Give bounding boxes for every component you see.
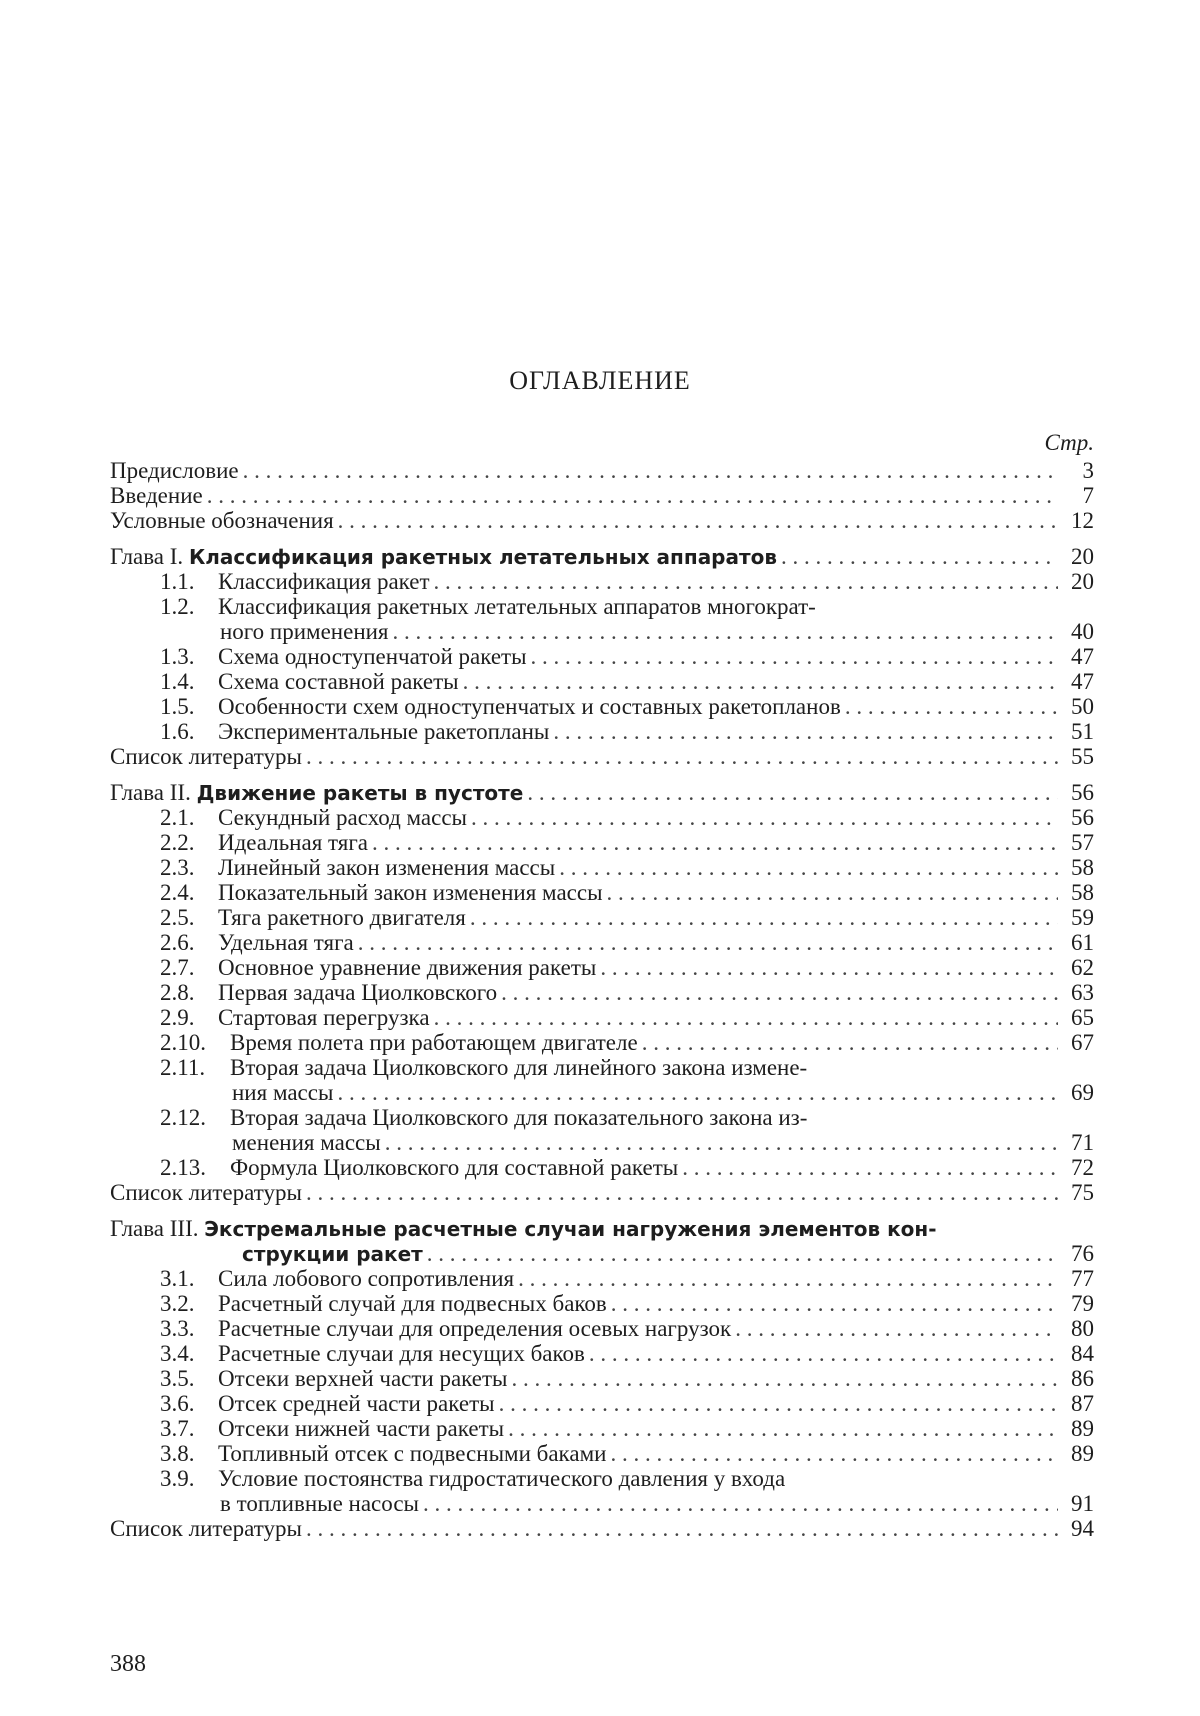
dot-leader <box>471 805 1058 830</box>
section-number: 2.7. <box>160 955 195 980</box>
dot-leader <box>338 508 1058 533</box>
dot-leader <box>499 1391 1058 1416</box>
section-number: 3.2. <box>160 1291 195 1316</box>
toc-section-entry[interactable] <box>110 1291 1094 1316</box>
section-number: 2.5. <box>160 905 195 930</box>
toc-entry-line <box>110 905 1094 930</box>
section-title: Формула Циолковского для составной ракеты <box>230 1155 679 1180</box>
toc-page-number: 56 <box>1071 805 1094 830</box>
toc-entry-line <box>110 955 1094 980</box>
dot-leader <box>610 1441 1058 1466</box>
toc-entry-label <box>110 1216 941 1242</box>
section-title: Вторая задача Циолковского для линейного закона измене- <box>230 1055 808 1080</box>
toc-entry-label <box>110 508 338 533</box>
section-number: 1.3. <box>160 644 195 669</box>
dot-leader <box>393 619 1058 644</box>
toc-entry-label <box>160 1030 642 1055</box>
toc-entry-label <box>160 830 372 855</box>
entry-title: Введение <box>110 483 203 508</box>
toc-entry-label <box>160 1341 589 1366</box>
section-title: Сила лобового сопротивления <box>218 1266 515 1291</box>
toc-section-entry[interactable] <box>110 1316 1094 1341</box>
dot-leader <box>434 1005 1058 1030</box>
section-title: Классификация ракет <box>218 569 430 594</box>
toc-entry-line <box>110 1291 1094 1316</box>
section-number: 1.4. <box>160 669 195 694</box>
toc-entry-continuation <box>110 1130 1094 1155</box>
section-number: 2.2. <box>160 830 195 855</box>
toc-entry-label <box>160 1266 518 1291</box>
section-number: 2.10. <box>160 1030 206 1055</box>
section-number: 1.6. <box>160 719 195 744</box>
section-title: Отсеки верхней части ракеты <box>218 1366 508 1391</box>
dot-leader <box>781 544 1058 569</box>
toc-entry-label <box>160 569 434 594</box>
toc-entry[interactable] <box>110 458 1094 483</box>
toc-page-number: 59 <box>1071 905 1094 930</box>
toc-entry-label <box>160 669 463 694</box>
toc-entry-line <box>110 644 1094 669</box>
table-of-contents <box>110 458 1094 1541</box>
section-number: 3.7. <box>160 1416 195 1441</box>
toc-page-number: 58 <box>1071 880 1094 905</box>
entry-title: Список литературы <box>110 1180 302 1205</box>
toc-section-entry[interactable] <box>110 1266 1094 1291</box>
toc-page-number: 80 <box>1071 1316 1094 1341</box>
section-number: 3.9. <box>160 1466 195 1491</box>
section-title: Топливный отсек с подвесными баками <box>218 1441 607 1466</box>
toc-entry[interactable] <box>110 1180 1094 1205</box>
toc-entry-label <box>160 1466 789 1491</box>
page-number: 388 <box>110 1651 146 1677</box>
toc-entry-line <box>110 508 1094 533</box>
toc-page-number: 61 <box>1071 930 1094 955</box>
section-title: Расчетные случаи для несущих баков <box>218 1341 585 1366</box>
chapter-prefix: Глава I. <box>110 544 184 569</box>
dot-leader <box>531 644 1058 669</box>
toc-page-number: 20 <box>1071 544 1094 569</box>
toc-entry-label <box>110 483 207 508</box>
dot-leader <box>682 1155 1058 1180</box>
dot-leader <box>642 1030 1058 1055</box>
toc-entry-label <box>160 1291 611 1316</box>
toc-entry-line <box>110 569 1094 594</box>
section-number: 1.2. <box>160 594 195 619</box>
section-title: Условие постоянства гидростатического давления у входа <box>218 1466 786 1491</box>
toc-entry-label <box>160 694 845 719</box>
section-title-cont: ного применения <box>220 619 389 644</box>
toc-entry-label <box>160 719 553 744</box>
section-title: Показательный закон изменения массы <box>218 880 603 905</box>
toc-entry-line <box>110 980 1094 1005</box>
toc-section-entry[interactable] <box>110 905 1094 930</box>
toc-entry-label <box>110 1180 306 1205</box>
entry-title: Предисловие <box>110 458 239 483</box>
dot-leader <box>845 694 1058 719</box>
toc-page-number: 20 <box>1071 569 1094 594</box>
entry-title: Условные обозначения <box>110 508 334 533</box>
page-column-header: Стр. <box>1044 430 1094 455</box>
toc-section-entry[interactable] <box>110 1030 1094 1055</box>
toc-page-number: 69 <box>1071 1080 1094 1105</box>
toc-entry-line <box>110 694 1094 719</box>
toc-entry-line <box>110 805 1094 830</box>
toc-page-number: 7 <box>1082 483 1094 508</box>
section-number: 3.3. <box>160 1316 195 1341</box>
toc-entry-label <box>160 1366 512 1391</box>
dot-leader <box>611 1291 1058 1316</box>
section-gap <box>110 1205 1094 1216</box>
toc-page-number: 77 <box>1071 1266 1094 1291</box>
section-number: 2.6. <box>160 930 195 955</box>
toc-entry-label <box>160 880 607 905</box>
toc-entry-label <box>160 594 820 619</box>
toc-page-number: 51 <box>1071 719 1094 744</box>
toc-entry[interactable] <box>110 483 1094 508</box>
section-title: Идеальная тяга <box>218 830 368 855</box>
toc-entry-label <box>160 855 559 880</box>
chapter-prefix: Глава III. <box>110 1216 199 1241</box>
toc-page-number: 3 <box>1082 458 1094 483</box>
toc-section-entry[interactable] <box>110 980 1094 1005</box>
page-title: ОГЛАВЛЕНИЕ <box>509 366 691 395</box>
toc-section-entry[interactable] <box>110 955 1094 980</box>
section-title: Расчетный случай для подвесных баков <box>218 1291 607 1316</box>
dot-leader <box>508 1416 1058 1441</box>
section-number: 2.8. <box>160 980 195 1005</box>
toc-entry-line <box>110 1341 1094 1366</box>
toc-page-number: 72 <box>1071 1155 1094 1180</box>
section-gap <box>110 769 1094 780</box>
toc-entry-continuation <box>110 1080 1094 1105</box>
toc-page-number: 91 <box>1071 1491 1094 1516</box>
toc-entry-line <box>110 719 1094 744</box>
toc-section-entry[interactable] <box>110 855 1094 880</box>
toc-entry-label <box>160 905 470 930</box>
section-title: Отсек средней части ракеты <box>218 1391 495 1416</box>
toc-page-number: 12 <box>1071 508 1094 533</box>
toc-page-number: 50 <box>1071 694 1094 719</box>
dot-leader <box>553 719 1058 744</box>
toc-section-entry[interactable] <box>110 1391 1094 1416</box>
toc-entry-line <box>110 855 1094 880</box>
toc-page-number: 47 <box>1071 669 1094 694</box>
toc-entry-line <box>110 1155 1094 1180</box>
toc-entry-line <box>110 544 1094 569</box>
chapter-title: Движение ракеты в пустоте <box>196 781 524 805</box>
toc-page-number: 56 <box>1071 780 1094 805</box>
dot-leader <box>559 855 1058 880</box>
toc-section-entry[interactable] <box>110 669 1094 694</box>
toc-entry-label <box>160 1416 508 1441</box>
toc-entry-line <box>110 483 1094 508</box>
section-title: Тяга ракетного двигателя <box>218 905 466 930</box>
section-number: 1.5. <box>160 694 195 719</box>
toc-section-entry[interactable] <box>110 694 1094 719</box>
dot-leader <box>600 955 1058 980</box>
toc-entry-line <box>110 1180 1094 1205</box>
toc-entry-line <box>110 880 1094 905</box>
toc-entry-line <box>110 1441 1094 1466</box>
toc-page-number: 71 <box>1071 1130 1094 1155</box>
dot-leader <box>470 905 1058 930</box>
toc-page-number: 40 <box>1071 619 1094 644</box>
toc-entry-continuation <box>110 619 1094 644</box>
toc-page-number: 86 <box>1071 1366 1094 1391</box>
section-number: 3.5. <box>160 1366 195 1391</box>
toc-entry-label <box>160 1316 735 1341</box>
toc-page-number: 55 <box>1071 744 1094 769</box>
toc-page-number: 47 <box>1071 644 1094 669</box>
toc-entry-label <box>110 744 306 769</box>
chapter-title-cont: струкции ракет <box>242 1242 423 1266</box>
toc-page-number: 89 <box>1071 1441 1094 1466</box>
toc-entry-label <box>110 458 243 483</box>
toc-section-entry[interactable] <box>110 930 1094 955</box>
toc-entry-line <box>110 1516 1094 1541</box>
dot-leader <box>463 669 1058 694</box>
section-title: Первая задача Циолковского <box>218 980 498 1005</box>
toc-entry-label <box>160 980 501 1005</box>
toc-entry-line <box>110 744 1094 769</box>
dot-leader <box>306 1516 1058 1541</box>
toc-page-number: 84 <box>1071 1341 1094 1366</box>
toc-chapter-entry[interactable] <box>110 1216 1094 1266</box>
section-title: Время полета при работающем двигателе <box>230 1030 638 1055</box>
section-number: 2.11. <box>160 1055 206 1080</box>
dot-leader <box>385 1130 1058 1155</box>
toc-entry-label <box>160 805 471 830</box>
section-number: 2.9. <box>160 1005 195 1030</box>
dot-leader <box>423 1491 1058 1516</box>
toc-entry-label <box>160 1055 811 1080</box>
toc-entry-line <box>110 1105 1094 1130</box>
toc-entry-line <box>110 1030 1094 1055</box>
dot-leader <box>306 1180 1058 1205</box>
section-title: Экспериментальные ракетопланы <box>218 719 550 744</box>
section-number: 2.3. <box>160 855 195 880</box>
toc-page-number: 75 <box>1071 1180 1094 1205</box>
toc-page-number: 57 <box>1071 830 1094 855</box>
section-number: 2.12. <box>160 1105 206 1130</box>
toc-entry[interactable] <box>110 1516 1094 1541</box>
toc-entry-line <box>110 458 1094 483</box>
toc-entry-line <box>110 930 1094 955</box>
section-title: Особенности схем одноступенчатых и составных ракетопланов <box>218 694 841 719</box>
chapter-title: Классификация ракетных летательных аппаратов <box>188 545 777 569</box>
toc-page-number: 65 <box>1071 1005 1094 1030</box>
toc-section-entry[interactable] <box>110 719 1094 744</box>
toc-entry-line <box>110 1055 1094 1080</box>
toc-section-entry[interactable] <box>110 644 1094 669</box>
dot-leader <box>589 1341 1058 1366</box>
toc-entry-line <box>110 1391 1094 1416</box>
toc-page-number: 62 <box>1071 955 1094 980</box>
toc-entry-label <box>160 1105 811 1130</box>
toc-section-entry[interactable] <box>110 1105 1094 1155</box>
section-number: 3.4. <box>160 1341 195 1366</box>
dot-leader <box>512 1366 1059 1391</box>
toc-entry-label <box>160 1441 610 1466</box>
toc-section-entry[interactable] <box>110 1466 1094 1516</box>
section-number: 2.1. <box>160 805 195 830</box>
toc-section-entry[interactable] <box>110 830 1094 855</box>
section-title: Вторая задача Циолковского для показательного закона из- <box>230 1105 808 1130</box>
section-title-cont: менения массы <box>232 1130 381 1155</box>
toc-section-entry[interactable] <box>110 1005 1094 1030</box>
toc-section-entry[interactable] <box>110 1155 1094 1180</box>
toc-entry-line <box>110 1316 1094 1341</box>
dot-leader <box>527 780 1058 805</box>
section-title: Схема составной ракеты <box>218 669 459 694</box>
section-title: Линейный закон изменения массы <box>218 855 556 880</box>
toc-entry-continuation <box>110 1491 1094 1516</box>
dot-leader <box>607 880 1058 905</box>
toc-section-entry[interactable] <box>110 569 1094 594</box>
toc-entry-continuation <box>110 1241 1094 1266</box>
toc-page-number: 79 <box>1071 1291 1094 1316</box>
toc-entry-line <box>110 669 1094 694</box>
section-number: 2.13. <box>160 1155 206 1180</box>
section-title: Отсеки нижней части ракеты <box>218 1416 505 1441</box>
section-title: Расчетные случаи для определения осевых нагрузок <box>218 1316 732 1341</box>
toc-entry-line <box>110 1266 1094 1291</box>
section-number: 2.4. <box>160 880 195 905</box>
toc-page-number: 58 <box>1071 855 1094 880</box>
toc-page-number: 89 <box>1071 1416 1094 1441</box>
section-title-cont: ния массы <box>232 1080 334 1105</box>
toc-section-entry[interactable] <box>110 1441 1094 1466</box>
toc-page-number: 76 <box>1071 1241 1094 1266</box>
dot-leader <box>337 1080 1058 1105</box>
section-gap <box>110 533 1094 544</box>
section-number: 3.6. <box>160 1391 195 1416</box>
toc-entry-label <box>160 955 600 980</box>
dot-leader <box>358 930 1058 955</box>
section-title: Стартовая перегрузка <box>218 1005 430 1030</box>
section-title: Классификация ракетных летательных аппаратов многократ- <box>218 594 816 619</box>
section-number: 3.1. <box>160 1266 195 1291</box>
toc-entry[interactable] <box>110 508 1094 533</box>
section-title-cont: в топливные насосы <box>220 1491 419 1516</box>
dot-leader <box>518 1266 1058 1291</box>
toc-entry-label <box>110 780 527 806</box>
toc-page-number: 94 <box>1071 1516 1094 1541</box>
toc-entry-label <box>160 1005 434 1030</box>
section-title: Удельная тяга <box>218 930 354 955</box>
toc-entry-line <box>110 594 1094 619</box>
section-number: 1.1. <box>160 569 195 594</box>
toc-entry[interactable] <box>110 744 1094 769</box>
dot-leader <box>372 830 1058 855</box>
dot-leader <box>735 1316 1058 1341</box>
chapter-prefix: Глава II. <box>110 780 191 805</box>
toc-entry-line <box>110 1005 1094 1030</box>
section-title: Схема одноступенчатой ракеты <box>218 644 527 669</box>
toc-entry-label <box>110 1516 306 1541</box>
toc-entry-label <box>160 644 531 669</box>
toc-section-entry[interactable] <box>110 805 1094 830</box>
toc-entry-label <box>160 1155 682 1180</box>
toc-entry-line <box>110 1216 1094 1241</box>
toc-entry-label <box>110 544 781 570</box>
entry-title: Список литературы <box>110 744 302 769</box>
dot-leader <box>306 744 1058 769</box>
toc-section-entry[interactable] <box>110 1341 1094 1366</box>
toc-entry-line <box>110 1466 1094 1491</box>
toc-entry-line <box>110 1366 1094 1391</box>
toc-entry-line <box>110 780 1094 805</box>
toc-section-entry[interactable] <box>110 880 1094 905</box>
toc-entry-line <box>110 830 1094 855</box>
toc-entry-label <box>160 930 358 955</box>
toc-section-entry[interactable] <box>110 1416 1094 1441</box>
toc-page-number: 87 <box>1071 1391 1094 1416</box>
toc-page-number: 63 <box>1071 980 1094 1005</box>
toc-entry-line <box>110 1416 1094 1441</box>
toc-section-entry[interactable] <box>110 1055 1094 1105</box>
toc-page-number: 67 <box>1071 1030 1094 1055</box>
toc-section-entry[interactable] <box>110 1366 1094 1391</box>
chapter-title: Экстремальные расчетные случаи нагружения элементов кон- <box>204 1217 937 1241</box>
dot-leader <box>427 1241 1058 1266</box>
section-title: Основное уравнение движения ракеты <box>218 955 597 980</box>
entry-title: Список литературы <box>110 1516 302 1541</box>
toc-chapter-entry[interactable] <box>110 544 1094 569</box>
dot-leader <box>207 483 1058 508</box>
toc-entry-label <box>160 1391 499 1416</box>
dot-leader <box>501 980 1058 1005</box>
dot-leader <box>434 569 1058 594</box>
toc-chapter-entry[interactable] <box>110 780 1094 805</box>
dot-leader <box>243 458 1058 483</box>
toc-section-entry[interactable] <box>110 594 1094 644</box>
section-title: Секундный расход массы <box>218 805 468 830</box>
section-number: 3.8. <box>160 1441 195 1466</box>
